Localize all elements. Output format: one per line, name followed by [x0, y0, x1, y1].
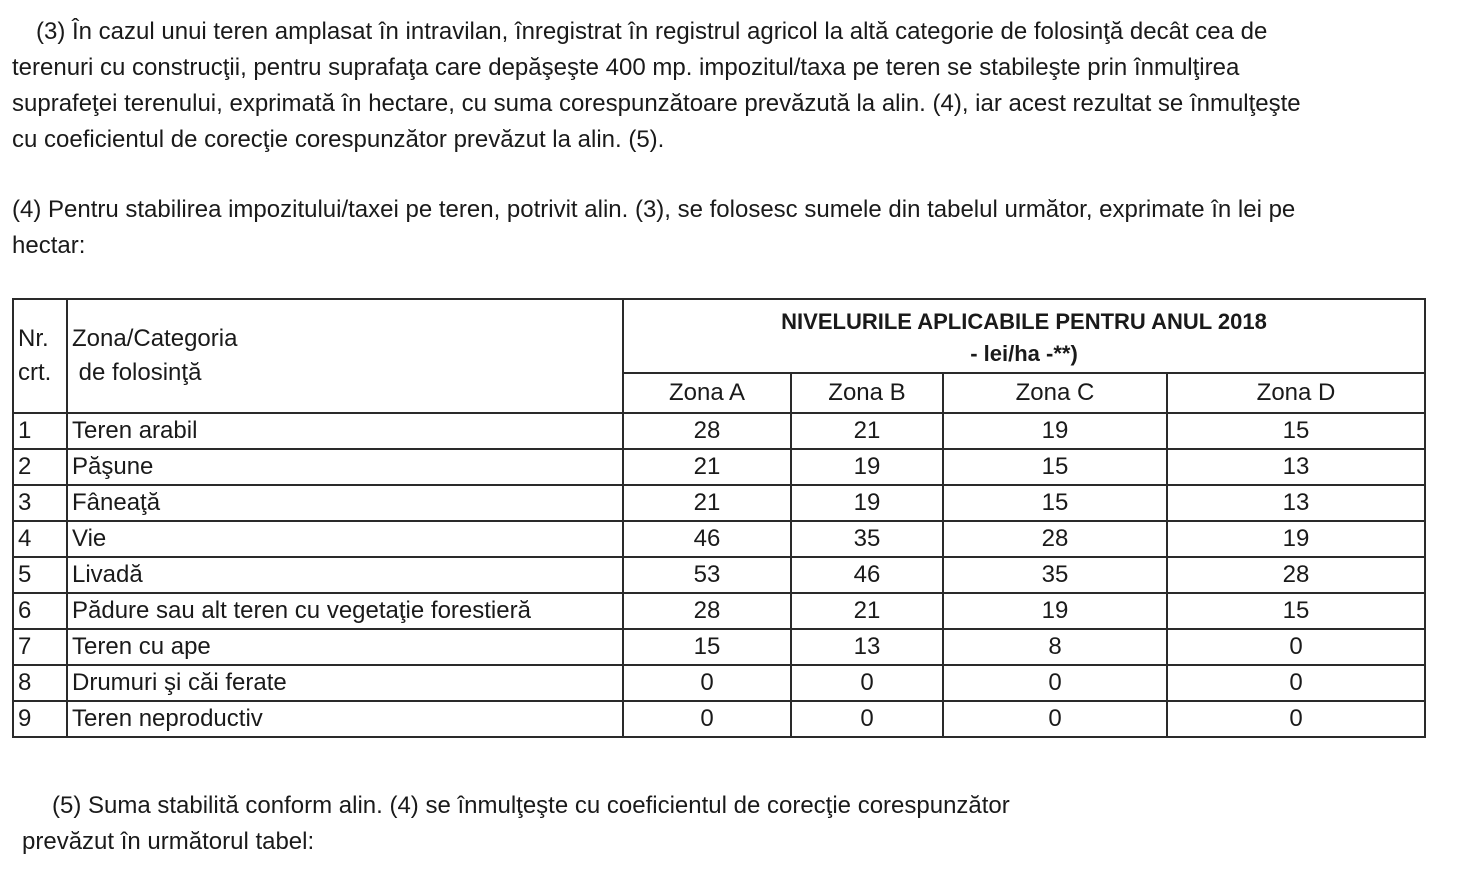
value-zone-d: 28	[1167, 557, 1425, 593]
value-zone-c: 19	[943, 593, 1167, 629]
header-nr-line: Nr.	[18, 325, 49, 352]
table-row	[13, 593, 1425, 629]
value-zone-c: 15	[943, 449, 1167, 485]
value-zone-b: 13	[791, 629, 943, 665]
value-zone-d: 13	[1167, 485, 1425, 521]
row-number: 6	[13, 593, 67, 629]
value-zone-a: 53	[623, 557, 791, 593]
value-zone-d: 19	[1167, 521, 1425, 557]
paragraph-3-line: cu coeficientul de corecţie corespunzător prevăzut la alin. (5).	[12, 126, 665, 153]
row-number: 9	[13, 701, 67, 737]
value-zone-b: 35	[791, 521, 943, 557]
value-zone-c: 0	[943, 665, 1167, 701]
value-zone-b: 0	[791, 701, 943, 737]
header-levels-unit: - lei/ha -**)	[970, 341, 1078, 366]
paragraph-3-line: terenuri cu construcţii, pentru suprafaţa care depăşeşte 400 mp. impozitul/taxa pe teren se stabileşte prin înmulţirea	[12, 54, 1240, 81]
tax-levels-table	[12, 298, 1424, 738]
value-zone-a: 46	[623, 521, 791, 557]
value-zone-a: 0	[623, 665, 791, 701]
row-category: Teren cu ape	[67, 629, 623, 665]
paragraph-4-line: (4) Pentru stabilirea impozitului/taxei pe teren, potrivit alin. (3), se folosesc sumele din tabelul următor, exprimate în lei pe	[12, 196, 1296, 223]
value-zone-a: 0	[623, 701, 791, 737]
row-number: 5	[13, 557, 67, 593]
value-zone-b: 19	[791, 485, 943, 521]
value-zone-c: 19	[943, 413, 1167, 449]
row-category: Fâneaţă	[67, 485, 623, 521]
value-zone-b: 21	[791, 593, 943, 629]
row-category: Pădure sau alt teren cu vegetaţie forestieră	[67, 593, 623, 629]
value-zone-d: 0	[1167, 665, 1425, 701]
header-category-line: de folosinţă	[72, 359, 202, 386]
header-category	[67, 299, 623, 413]
value-zone-d: 13	[1167, 449, 1425, 485]
table-row	[13, 413, 1425, 449]
value-zone-c: 28	[943, 521, 1167, 557]
header-zone-b: Zona B	[791, 373, 943, 413]
row-number: 8	[13, 665, 67, 701]
paragraph-3-line: (3) În cazul unui teren amplasat în intravilan, înregistrat în registrul agricol la altă categorie de folosinţă decât cea de	[36, 18, 1268, 45]
paragraph-5-line: prevăzut în următorul tabel:	[22, 828, 315, 855]
value-zone-d: 15	[1167, 413, 1425, 449]
value-zone-a: 15	[623, 629, 791, 665]
value-zone-b: 0	[791, 665, 943, 701]
row-category: Livadă	[67, 557, 623, 593]
value-zone-d: 0	[1167, 701, 1425, 737]
table-row	[13, 485, 1425, 521]
table-row	[13, 521, 1425, 557]
value-zone-c: 35	[943, 557, 1167, 593]
value-zone-d: 0	[1167, 629, 1425, 665]
value-zone-a: 28	[623, 593, 791, 629]
table-row	[13, 629, 1425, 665]
header-zone-c: Zona C	[943, 373, 1167, 413]
value-zone-c: 8	[943, 629, 1167, 665]
value-zone-d: 15	[1167, 593, 1425, 629]
value-zone-b: 19	[791, 449, 943, 485]
row-number: 2	[13, 449, 67, 485]
paragraph-4-line: hectar:	[12, 232, 86, 259]
row-category: Teren arabil	[67, 413, 623, 449]
paragraph-3	[12, 14, 1301, 158]
table-row	[13, 665, 1425, 701]
header-category-line: Zona/Categoria	[72, 325, 238, 352]
table-row	[13, 701, 1425, 737]
paragraph-4	[12, 192, 1295, 264]
value-zone-c: 0	[943, 701, 1167, 737]
row-category: Păşune	[67, 449, 623, 485]
value-zone-a: 21	[623, 449, 791, 485]
row-number: 1	[13, 413, 67, 449]
header-zone-d: Zona D	[1167, 373, 1425, 413]
row-category: Drumuri şi căi ferate	[67, 665, 623, 701]
value-zone-a: 21	[623, 485, 791, 521]
paragraph-3-line: suprafeţei terenului, exprimată în hectare, cu suma corespunzătoare prevăzută la alin. (4), iar acest rezultat se înmulţeşte	[12, 90, 1301, 117]
table-body	[13, 413, 1425, 737]
paragraph-5	[22, 788, 1010, 860]
value-zone-a: 28	[623, 413, 791, 449]
table-row	[13, 557, 1425, 593]
table-header-row	[13, 299, 1425, 373]
table-row	[13, 449, 1425, 485]
row-number: 7	[13, 629, 67, 665]
value-zone-c: 15	[943, 485, 1167, 521]
paragraph-5-line: (5) Suma stabilită conform alin. (4) se înmulţeşte cu coeficientul de corecţie corespunzător	[52, 792, 1010, 819]
row-number: 3	[13, 485, 67, 521]
header-nr-crt	[13, 299, 67, 413]
value-zone-b: 46	[791, 557, 943, 593]
value-zone-b: 21	[791, 413, 943, 449]
header-nr-line: crt.	[18, 359, 52, 386]
header-zone-a: Zona A	[623, 373, 791, 413]
row-number: 4	[13, 521, 67, 557]
header-levels	[623, 299, 1425, 373]
header-levels-title: NIVELURILE APLICABILE PENTRU ANUL 2018	[781, 309, 1267, 334]
row-category: Teren neproductiv	[67, 701, 623, 737]
row-category: Vie	[67, 521, 623, 557]
